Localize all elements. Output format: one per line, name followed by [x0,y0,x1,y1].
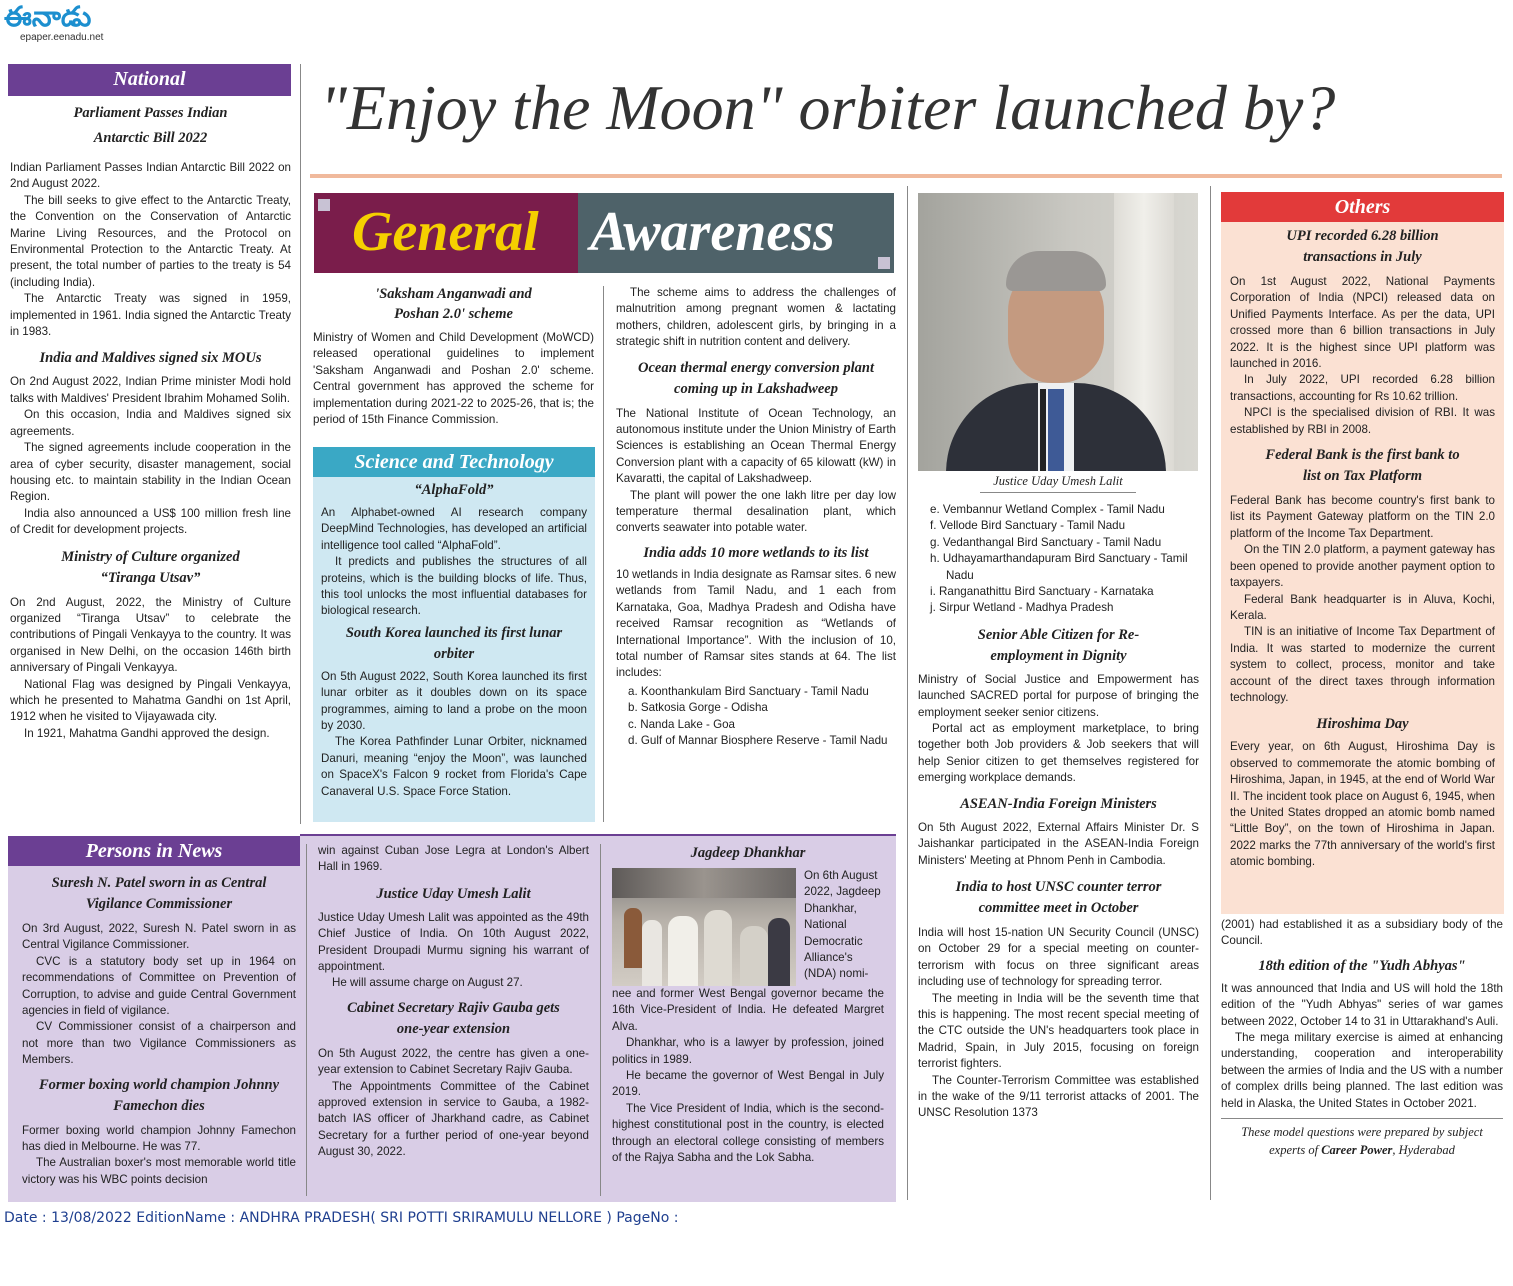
article-body: (2001) had established it as a subsidiary body of the Council. [1221,918,1503,948]
article-body: On 5th August 2022, the centre has given a one-year extension to Cabinet Secretary Rajiv Gauba. The Appointments Committee of the Cabinet approved extension in service to Gauba, a 1982-batch IAS officer of Jharkhand cadre, as Cabinet Secretary for a further period of one-year beyond August 30, 2022. [318,1046,589,1159]
column-rule [306,844,307,1196]
title-rule [310,174,1502,178]
list-item: j. Sirpur Wetland - Madhya Pradesh [930,601,1114,615]
col4 [918,502,1199,1122]
banner-word-general: General [352,201,539,263]
credit-rule [1221,1118,1503,1119]
article-body: Indian Parliament Passes Indian Antarctic Bill 2022 on 2nd August 2022. The bill seeks to give effect to the Antarctic Treaty, the Convention on the Conservation of Antarctic Marine Living Resources, and the Protocol on Environmental Protection to the Antarctic Treaty. At present, the total number of parties to the treaty is 54 (including India). The Antarctic Treaty was signed in 1959, implemented in 1961. India signed the Antarctic Treaty in 1983. [10,161,291,339]
persons-header: Persons in News [8,836,300,866]
swearing-in-photo [612,868,796,986]
column-rule [300,64,301,824]
list-item: i. Ranganathittu Bird Sanctuary - Karnataka [930,585,1154,599]
article-body: win against Cuban Jose Legra at London's Albert Hall in 1969. [318,844,589,874]
brand-wordmark: ఈనాడు [4,0,92,33]
article-body: An Alphabet-owned AI research company DeepMind Technologies, has developed an artificial intelligence tool called “AlphaFold”. It predicts and publishes the structures of all proteins, which is the building blocks of life. Thus, this tool unlocks the most influential databases for biological research. [321,506,587,618]
column-rule [1210,186,1211,1200]
article-title: India to host UNSC counter terror committee meet in October [955,878,1162,916]
article-title: 'Saksham Anganwadi and Poshan 2.0' scheme [375,286,532,322]
article-body: On 5th August 2022, External Affairs Minister Dr. S Jaishankar participated in the ASEAN-India Foreign Ministers' Meeting at Phnom Penh in Cambodia. [918,820,1199,867]
list-item: a. Koonthankulam Bird Sanctuary - Tamil Nadu [628,684,869,698]
national-column [10,101,291,742]
col3 [616,285,896,749]
list-item: e. Vembannur Wetland Complex - Tamil Nadu [930,503,1165,516]
article-title: UPI recorded 6.28 billion transactions in July [1286,228,1439,265]
national-header: National [8,64,291,96]
persons-col3 [612,843,884,1166]
article-body: Every year, on 6th August, Hiroshima Day is observed to commemorate the atomic bombing of Hiroshima, Japan, in 1945, at the end of World War II. The incident took place on August 6, 1945, when the United States dropped an atomic bomb named “Little Boy”, on the town of Hiroshima in Japan. 2022 marks the 77th anniversary of the world's first atomic bombing. [1230,740,1495,869]
article-title: ASEAN-India Foreign Ministers [960,795,1157,812]
article-body: On 2nd August 2022, Indian Prime minister Modi hold talks with Maldives' President Ibrahim Mohamed Solih. On this occasion, India and Maldives signed six agreements. The signed agreements include cooperation in the area of cyber security, disaster management, social housing etc. to maintain stability in the Indian Ocean Region. India also announced a US$ 100 million fresh line of Credit for development projects. [10,375,291,537]
article-title: “AlphaFold” [414,482,494,498]
persons-col2 [318,843,589,1161]
article-body: 10 wetlands in India designate as Ramsar sites. 6 new wetlands from Tamil Nadu, and 1 each from Karnataka, Goa, Madhya Pradesh and Odisha have received Ramsar recognition as “Wetlands of International Importance”. With the inclusion of 10, total number of Ramsar sites stands at 64. The list includes: [616,567,896,680]
banner-word-awareness: Awareness [590,201,835,263]
article-title: India and Maldives signed six MOUs [39,350,262,367]
main-title: "Enjoy the Moon" orbiter launched by? [320,72,1336,143]
list-item: h. Udhayamarthandapuram Bird Sanctuary - Tamil Nadu [930,552,1188,582]
col2-top [313,284,594,428]
science-tech-box [313,447,595,822]
article-title: Federal Bank is the first bank to list on Tax Platform [1265,447,1460,485]
others-header: Others [1221,192,1504,222]
article-title: Parliament Passes Indian Antarctic Bill 2022 [73,105,228,146]
edition-footer: Date : 13/08/2022 EditionName : ANDHRA PRADESH( SRI POTTI SRIRAMULU NELLORE ) PageNo : [4,1210,679,1226]
wetlands-list [628,684,896,750]
article-body: Former boxing world champion Johnny Famechon has died in Melbourne. He was 77. The Australian boxer's most memorable world title victory was his WBC points decision [22,1123,296,1186]
others-box [1221,192,1504,914]
article-title: 18th edition of the "Yudh Abhyas" [1258,957,1466,974]
science-tech-header: Science and Technology [313,447,595,477]
article-body: It was announced that India and US will hold the 18th edition of the "Yudh Abhyas" series of war games between 2022, October 14 to 31 in Uttarakhand's Auli. The mega military exercise is aimed at enhancing understanding, cooperation and interoperability between the armies of India and the US with a number of complex drills being planned. The last edition was held in Alaska, the United States in October 2021. [1221,981,1503,1110]
list-item: c. Nanda Lake - Goa [628,717,735,731]
article-body: India will host 15-nation UN Security Council (UNSC) on October 29 for a special meeting on counter-terrorism with focus on three significant areas including use of technology for spreading terror. The meeting in India will be the seventh time that this is happening. The most recent special meeting of the CTC outside the UN's headquarters took place in Madrid, Spain, in July 2015, focusing on foreign terrorist fighters. The Counter-Terrorism Committee was established in the wake of the 9/11 terrorist attacks of 2001. The UNSC Resolution 1373 [918,925,1199,1120]
list-item: d. Gulf of Mannar Biosphere Reserve - Tamil Nadu [628,733,888,747]
article-body: Ministry of Women and Child Development (MoWCD) released operational guidelines to implement 'Saksham Anganwadi and Poshan 2.0' scheme. Central government has approved the scheme for implementation during 2021-22 to 2025-26, that is; the period of 15th Finance Commission. [313,331,594,427]
caption-rule [980,492,1136,493]
article-title: Suresh N. Patel sworn in as Central Vigilance Commissioner [51,875,267,912]
article-body: On 5th August 2022, South Korea launched its first lunar orbiter as it doubles down on its space programmes, aiming to land a probe on the moon by 2030. The Korea Pathfinder Lunar Orbiter, nicknamed Danuri, meaning “enjoy the Moon”, was launched on SpaceX's Falcon 9 rocket from Florida's Cape Canaveral U.S. Space Force Station. [321,669,587,798]
column-rule [907,186,908,1200]
general-awareness-banner [314,193,894,273]
article-body: Federal Bank has become country's first bank to list its Payment Gateway platform on the TIN 2.0 platform of the Income Tax Department. On the TIN 2.0 platform, a payment gateway has been opened to provide another payment option to taxpayers. Federal Bank headquarter is in Aluva, Kochi, Kerala. TIN is an initiative of Income Tax Department of India. It was started to modernize the current system to collect, process, monitor and take account of the direct taxes through information technology. [1230,494,1495,704]
column-rule [600,844,601,1196]
banner-square [318,199,330,211]
article-title: Former boxing world champion Johnny Famechon dies [38,1076,280,1114]
wetlands-list-cont [930,502,1199,617]
article-title: Ocean thermal energy conversion plant coming up in Lakshadweep [637,359,875,397]
article-title: South Korea launched its first lunar orbiter [345,624,563,662]
side-text: On 6th August 2022, Jagdeep Dhankhar, National Democratic Alliance's (NDA) nomi- [804,869,881,981]
column-rule [603,286,604,822]
article-body: On 3rd August, 2022, Suresh N. Patel sworn in as Central Vigilance Commissioner. CVC is a statutory body set up in 1964 on recommendations of Committee on Prevention of Corruption, to advise and guide Central Government agencies in field of vigilance. CV Commissioner consist of a chairperson and not more than two Vigilance Commissioners as Members. [22,922,296,1067]
others-bottom [1221,917,1503,1159]
persons-col1 [22,873,296,1188]
portrait-photo [918,193,1198,471]
article-body: Ministry of Social Justice and Empowerment has launched SACRED portal for purpose of bringing the employment seeker senior citizens. Portal act as employment marketplace, to bring together both Job providers & Job seekers that will help Senior citizen to get themselves registered for emerging workplace demands. [918,672,1199,785]
list-item: b. Satkosia Gorge - Odisha [628,701,768,715]
article-body: On 2nd August, 2022, the Ministry of Culture organized “Tiranga Utsav” to celebrate the contributions of Pingali Venkayya to the country. It was organised in New Delhi, on the occasion 146th birth anniversary of Pingali Venkayya. National Flag was designed by Pingali Venkayya, which he presented to Mahatma Gandhi on 1st April, 1912 when he visited to Vijayawada city. In 1921, Mahatma Gandhi approved the design. [10,595,291,740]
logo[interactable] [4,0,144,52]
article-title: Ministry of Culture organized “Tiranga Utsav” [61,548,240,586]
article-body: Justice Uday Umesh Lalit was appointed as the 49th Chief Justice of India. On 10th August 2022, President Droupadi Murmu signing his warrant of appointment. He will assume charge on August 27. [318,910,589,990]
article-title: India adds 10 more wetlands to its list [643,544,869,561]
article-body: On 1st August 2022, National Payments Corporation of India (NPCI) released data on Unified Payments Interface. As per the data, UPI crossed more than 6 billion transactions in July 2022. It is the highest since UPI platform was launched in 2016. In July 2022, UPI recorded 6.28 billion transactions, accounting for Rs 10.62 trillion. NPCI is the specialised division of RBI. It was established by RBI in 2008. [1230,275,1495,436]
article-title: Senior Able Citizen for Re-employment in Dignity [977,626,1140,664]
credit-line: These model questions were prepared by subject experts of Career Power, Hyderabad [1241,1125,1483,1158]
article-title: Hiroshima Day [1316,716,1409,733]
list-item: f. Vellode Bird Sanctuary - Tamil Nadu [930,519,1126,533]
article-title: Cabinet Secretary Rajiv Gauba gets one-year extension [347,999,560,1037]
photo-caption: Justice Uday Umesh Lalit [993,474,1123,488]
article-title: Justice Uday Umesh Lalit [376,885,531,902]
article-body: The scheme aims to address the challenges of malnutrition among pregnant women & lactating mothers, children, adolescent girls, by bringing in a strategic shift in nutrition content and delivery. [616,286,896,349]
site-url: epaper.eenadu.net [20,32,104,43]
article-body: The National Institute of Ocean Technology, an autonomous institute under the Union Ministry of Earth Sciences is establishing an Ocean Thermal Energy Conversion plant with a capacity of 65 kilowatt (kW) in Kavaratti, the capital of Lakshadweep. The plant will power the one lakh litre per day low temperature thermal desalination plant, which converts seawater into potable water. [616,406,896,535]
list-item: g. Vedanthangal Bird Sanctuary - Tamil Nadu [930,535,1162,549]
banner-square [878,257,890,269]
article-title: Jagdeep Dhankhar [690,845,806,861]
article-body: nee and former West Bengal governor became the 16th Vice-President of India. He defeated Margret Alva. Dhankhar, who is a lawyer by profession, joined politics in 1989. He became the governor of West Bengal in July 2019. The Vice President of India, which is the second-highest constitutional post in the country, is elected through an electoral college consisting of members of the Rajya Sabha and the Lok Sabha. [612,987,884,1165]
